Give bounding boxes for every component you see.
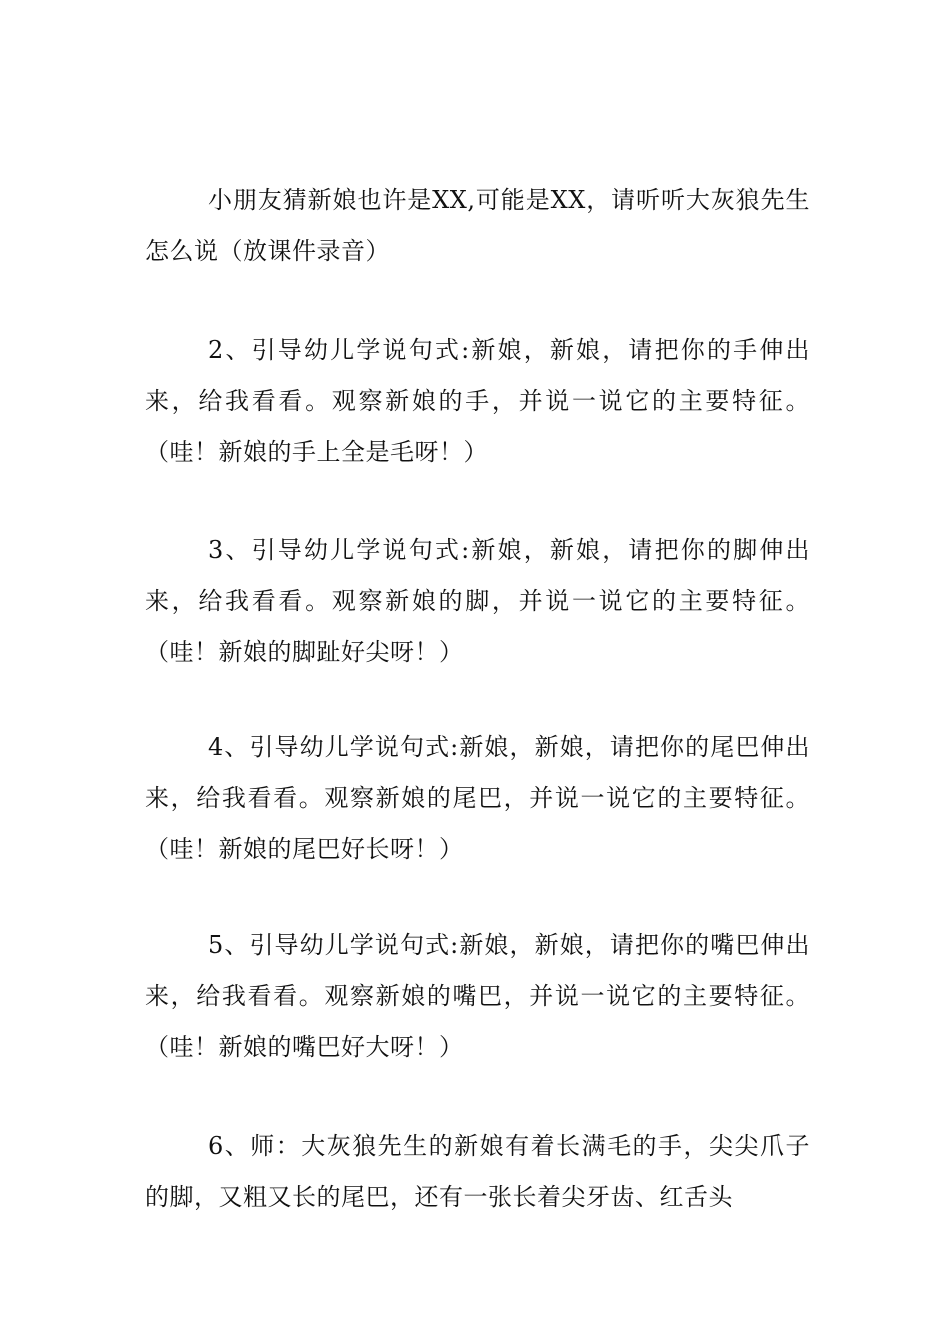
paragraph-step-6-teacher: 6、师：大灰狼先生的新娘有着长满毛的手，尖尖爪子的脚，又粗又长的尾巴，还有一张长着尖牙齿、红舌头 [145, 1132, 810, 1211]
paragraph-step-3-foot: 3、引导幼儿学说句式:新娘，新娘，请把你的脚伸出来，给我看看。观察新娘的脚，并说一说它的主要特征。（哇！新娘的脚趾好尖呀！） [145, 536, 810, 666]
paragraph-step-2-hand: 2、引导幼儿学说句式:新娘，新娘，请把你的手伸出来，给我看看。观察新娘的手，并说一说它的主要特征。（哇！新娘的手上全是毛呀！） [145, 336, 810, 466]
paragraph-intro: 小朋友猜新娘也许是XX,可能是XX，请听听大灰狼先生怎么说（放课件录音） [145, 186, 810, 265]
paragraph-step-4-tail: 4、引导幼儿学说句式:新娘，新娘，请把你的尾巴伸出来，给我看看。观察新娘的尾巴，并说一说它的主要特征。（哇！新娘的尾巴好长呀！） [145, 733, 810, 863]
paragraph-step-5-mouth: 5、引导幼儿学说句式:新娘，新娘，请把你的嘴巴伸出来，给我看看。观察新娘的嘴巴，并说一说它的主要特征。（哇！新娘的嘴巴好大呀！） [145, 931, 810, 1061]
